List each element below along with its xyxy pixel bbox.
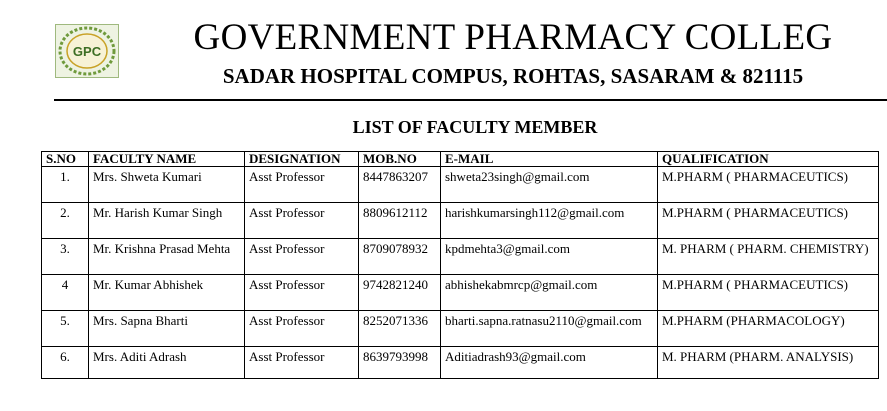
cell-sno: 2. <box>42 203 89 239</box>
cell-sno: 3. <box>42 239 89 275</box>
cell-qualification: M. PHARM (PHARM. ANALYSIS) <box>658 347 879 379</box>
cell-name: Mr. Harish Kumar Singh <box>89 203 245 239</box>
cell-qualification: M.PHARM ( PHARMACEUTICS) <box>658 167 879 203</box>
cell-qualification: M.PHARM (PHARMACOLOGY) <box>658 311 879 347</box>
cell-designation: Asst Professor <box>245 347 359 379</box>
cell-mobile: 8639793998 <box>359 347 441 379</box>
cell-email: abhishekabmrcp@gmail.com <box>441 275 658 311</box>
list-title: LIST OF FACULTY MEMBER <box>352 117 598 137</box>
table-row <box>42 347 879 379</box>
cell-designation: Asst Professor <box>245 203 359 239</box>
header-mobile: MOB.NO <box>359 152 441 167</box>
cell-designation: Asst Professor <box>245 311 359 347</box>
cell-qualification: M.PHARM ( PHARMACEUTICS) <box>658 275 879 311</box>
table-row <box>42 239 879 275</box>
cell-sno: 5. <box>42 311 89 347</box>
header-faculty-name: FACULTY NAME <box>89 152 245 167</box>
cell-mobile: 8447863207 <box>359 167 441 203</box>
cell-name: Mrs. Aditi Adrash <box>89 347 245 379</box>
table-header-row <box>42 152 879 167</box>
college-emblem-icon <box>56 25 118 77</box>
cell-name: Mrs. Shweta Kumari <box>89 167 245 203</box>
table-row <box>42 167 879 203</box>
cell-email: harishkumarsingh112@gmail.com <box>441 203 658 239</box>
cell-mobile: 8709078932 <box>359 239 441 275</box>
cell-name: Mr. Kumar Abhishek <box>89 275 245 311</box>
cell-name: Mrs. Sapna Bharti <box>89 311 245 347</box>
college-address: SADAR HOSPITAL COMPUS, ROHTAS, SASARAM & 821115 <box>222 64 804 88</box>
cell-designation: Asst Professor <box>245 167 359 203</box>
cell-designation: Asst Professor <box>245 275 359 311</box>
header-qualification: QUALIFICATION <box>658 152 879 167</box>
logo-lettering: GPC <box>72 44 102 59</box>
college-title: GOVERNMENT PHARMACY COLLEG <box>193 17 833 58</box>
cell-sno: 6. <box>42 347 89 379</box>
faculty-table <box>41 151 879 379</box>
header-email: E-MAIL <box>441 152 658 167</box>
cell-mobile: 8252071336 <box>359 311 441 347</box>
table-row <box>42 311 879 347</box>
cell-qualification: M. PHARM ( PHARM. CHEMISTRY) <box>658 239 879 275</box>
header-sno: S.NO <box>42 152 89 167</box>
cell-email: Aditiadrash93@gmail.com <box>441 347 658 379</box>
cell-name: Mr. Krishna Prasad Mehta <box>89 239 245 275</box>
cell-qualification: M.PHARM ( PHARMACEUTICS) <box>658 203 879 239</box>
cell-sno: 1. <box>42 167 89 203</box>
table-row <box>42 203 879 239</box>
cell-mobile: 8809612112 <box>359 203 441 239</box>
college-logo <box>55 24 119 78</box>
header-designation: DESIGNATION <box>245 152 359 167</box>
cell-designation: Asst Professor <box>245 239 359 275</box>
header-divider <box>54 99 887 101</box>
cell-email: shweta23singh@gmail.com <box>441 167 658 203</box>
cell-email: bharti.sapna.ratnasu2110@gmail.com <box>441 311 658 347</box>
cell-mobile: 9742821240 <box>359 275 441 311</box>
cell-email: kpdmehta3@gmail.com <box>441 239 658 275</box>
table-row <box>42 275 879 311</box>
cell-sno: 4 <box>42 275 89 311</box>
